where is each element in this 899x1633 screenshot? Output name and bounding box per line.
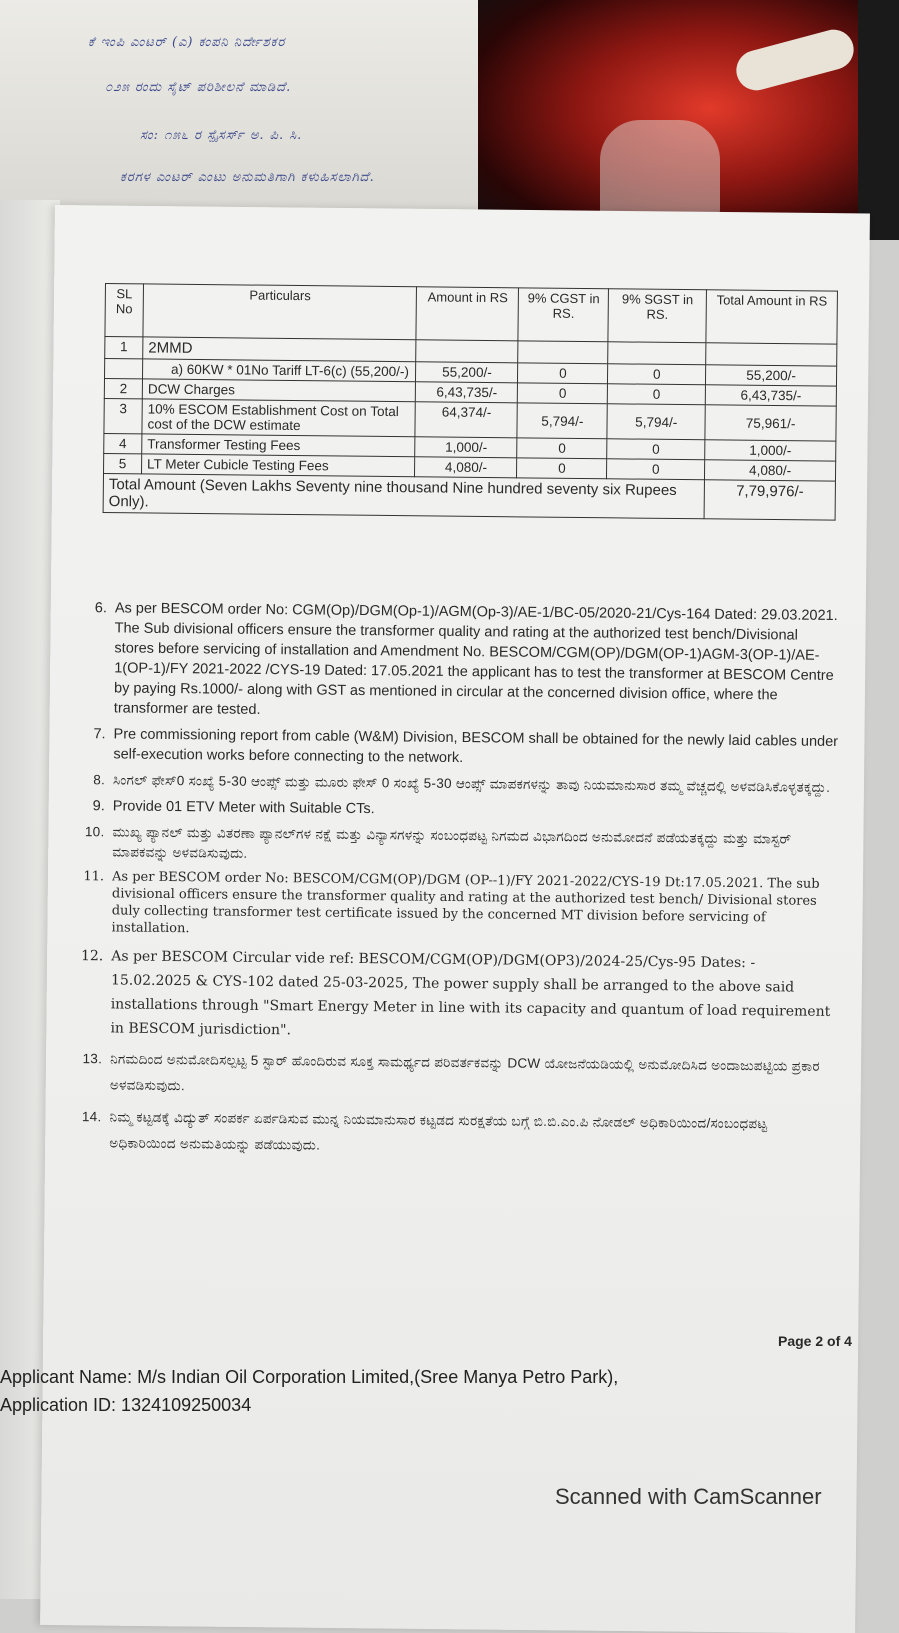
cell-sl: 2 bbox=[104, 379, 142, 399]
application-id: Application ID: 1324109250034 bbox=[0, 1395, 252, 1415]
clause-8 bbox=[73, 770, 838, 798]
cell-sgst: 0 bbox=[607, 439, 705, 460]
cell-sgst: 0 bbox=[608, 384, 706, 405]
clause-text: Pre commissioning report from cable (W&M) Division, BESCOM shall be obtained for the newly laid cables under self-execution works before connecting to the network. bbox=[113, 726, 839, 767]
poster-side-strip bbox=[858, 0, 899, 240]
clause-number: 12. bbox=[80, 948, 104, 965]
cell-amount: 55,200/- bbox=[416, 362, 518, 383]
cell-cgst bbox=[518, 341, 608, 364]
background-note-paper bbox=[0, 0, 480, 220]
clause-number: 9. bbox=[92, 798, 105, 815]
cell-amount: 1,000/- bbox=[415, 437, 517, 458]
clause-text: ಸಿಂಗಲ್ ಫೇಸ್0 ಸಂಖ್ಯೆ 5-30 ಆಂಪ್ಸ್ ಮತ್ತು ಮೂರು ಫೇಸ್ 0 ಸಂಖ್ಯೆ 5-30 ಆಂಪ್ಸ್ ಮಾಪಕಗಳನ್ನು ತಾವು ನಿಯಮಾನುಸಾರ ತಮ್ಮ ವೆಚ್ಚದಲ್ಲಿ ಅಳವಡಿಸಿಕೊಳ್ಳತಕ್ಕದ್ದು. bbox=[113, 772, 831, 795]
clause-7 bbox=[73, 724, 838, 772]
clause-number: 14. bbox=[81, 1109, 102, 1125]
fee-table bbox=[103, 283, 838, 521]
cell-particulars: LT Meter Cubicle Testing Fees bbox=[141, 454, 415, 477]
clause-text: As per BESCOM order No: BESCOM/CGM(OP)/DGM (OP--1)/FY 2021-2022/CYS-19 Dt:17.05.2021. The sub divisional officers ensure the transformer quality and rating at the authorized test bench/ Divisional stores duly collecting transformer test certificate issued by the concerned MT division before servicing of installation. bbox=[111, 869, 820, 937]
cell-cgst: 0 bbox=[518, 363, 608, 384]
header-sl: SL No bbox=[105, 284, 144, 337]
clause-13 bbox=[70, 1046, 836, 1106]
cell-cgst: 0 bbox=[517, 438, 607, 459]
clause-text: Provide 01 ETV Meter with Suitable CTs. bbox=[112, 798, 375, 818]
cell-sgst: 0 bbox=[607, 459, 705, 480]
cell-particulars: a) 60KW * 01No Tariff LT-6(c) (55,200/-) bbox=[142, 359, 416, 382]
cell-sl: 1 bbox=[105, 337, 143, 359]
header-total: Total Amount in RS bbox=[706, 290, 837, 344]
total-amount-label: Total Amount (Seven Lakhs Seventy nine thousand Nine hundred seventy six Rupees Only). bbox=[103, 473, 704, 518]
header-cgst: 9% CGST in RS. bbox=[518, 288, 608, 342]
header-sgst: 9% SGST in RS. bbox=[608, 289, 706, 343]
page-number: Page 2 of 4 bbox=[778, 1333, 852, 1349]
handwritten-line-4: ಕರಗಳ ಎಂಟರ್ ಎಂಟು ಅನುಮತಿಗಾಗಿ ಕಳುಹಿಸಲಾಗಿದೆ. bbox=[120, 170, 375, 185]
cell-total: 1,000/- bbox=[705, 440, 836, 461]
cell-cgst: 5,794/- bbox=[517, 403, 607, 439]
fee-table-header-row bbox=[105, 284, 838, 345]
applicant-info bbox=[0, 1363, 618, 1419]
cell-particulars: Transformer Testing Fees bbox=[142, 434, 416, 457]
cell-total: 75,961/- bbox=[705, 405, 836, 441]
cell-particulars: 2MMD bbox=[143, 337, 417, 362]
clause-number: 11. bbox=[83, 869, 105, 885]
header-particulars: Particulars bbox=[143, 284, 417, 340]
conditions-list bbox=[69, 598, 840, 1170]
cell-amount bbox=[416, 340, 518, 363]
clause-number: 13. bbox=[82, 1051, 103, 1067]
total-row bbox=[103, 473, 835, 520]
cell-sl: 3 bbox=[104, 398, 142, 433]
applicant-name: Applicant Name: M/s Indian Oil Corporation Limited,(Sree Manya Petro Park), bbox=[0, 1367, 619, 1387]
cell-cgst: 0 bbox=[518, 383, 608, 404]
camscanner-watermark: Scanned with CamScanner bbox=[555, 1484, 822, 1509]
clause-6 bbox=[74, 598, 840, 726]
clause-number: 8. bbox=[93, 772, 106, 788]
cell-total: 55,200/- bbox=[706, 365, 837, 386]
clause-12 bbox=[70, 944, 836, 1048]
cell-total: 4,080/- bbox=[705, 460, 836, 481]
header-amount: Amount in RS bbox=[416, 287, 518, 341]
clause-number: 7. bbox=[93, 726, 106, 743]
clause-10 bbox=[72, 822, 837, 870]
handwritten-line-3: ಸಂ: ೧೫೬ ರ ಸ್ಪೈಸರ್ಸ್ ಅ. ಪಿ. ಸಿ. bbox=[140, 128, 303, 143]
cell-sgst: 0 bbox=[608, 364, 706, 385]
cell-sl bbox=[104, 359, 142, 379]
poster-figure-image bbox=[600, 120, 720, 220]
cell-particulars: DCW Charges bbox=[142, 379, 416, 402]
clause-text: As per BESCOM Circular vide ref: BESCOM/CGM(OP)/DGM(OP3)/2024-25/Cys-95 Dates: - 15.02.2025 & CYS-102 dated 25-03-2025, The power supply shall be arranged to the above said installations through "Smart Energy Meter in line with its capacity and quantum of load requirement in BESCOM jurisdiction". bbox=[110, 948, 831, 1039]
clause-14 bbox=[69, 1104, 835, 1164]
cell-sgst: 5,794/- bbox=[607, 404, 705, 440]
cell-sgst bbox=[608, 342, 706, 365]
clause-number: 10. bbox=[84, 824, 105, 840]
handwritten-line-2: ೦೨೫ ರಂದು ಸೈಟ್ ಪರಿಶೀಲನೆ ಮಾಡಿದೆ. bbox=[105, 80, 292, 95]
handwritten-line-1: ಕೆ ಇಂಪಿ ಎಂಟರ್ (ಎ) ಕಂಪನಿ ನಿರ್ದೇಶಕರ bbox=[88, 35, 286, 50]
cell-particulars: 10% ESCOM Establishment Cost on Total cost of the DCW estimate bbox=[142, 399, 416, 437]
cell-sl: 5 bbox=[104, 453, 142, 473]
cell-cgst: 0 bbox=[517, 458, 607, 479]
cell-amount: 6,43,735/- bbox=[416, 382, 518, 403]
cell-total bbox=[706, 343, 837, 366]
cell-amount: 4,080/- bbox=[415, 457, 517, 478]
cell-amount: 64,374/- bbox=[415, 402, 517, 438]
cell-sl: 4 bbox=[104, 433, 142, 453]
clause-text: ಮುಖ್ಯ ಪ್ಯಾನಲ್ ಮತ್ತು ವಿತರಣಾ ಪ್ಯಾನಲ್‌ಗಳ ನಕ್ಷೆ ಮತ್ತು ವಿನ್ಯಾಸಗಳನ್ನು ಸಂಬಂಧಪಟ್ಟ ನಿಗಮದ ವಿಭಾಗದಿಂದ ಅನುಮೋದನೆ ಪಡೆಯತಕ್ಕದ್ದು ಮತ್ತು ಮಾಸ್ಟರ್ ಮಾಪಕವನ್ನು ಅಳವಡಿಸುವುದು. bbox=[112, 824, 792, 861]
clause-text: ನಿಗಮದಿಂದ ಅನುಮೋದಿಸಲ್ಪಟ್ಟ 5 ಸ್ಟಾರ್ ಹೊಂದಿರುವ ಸೂಕ್ತ ಸಾಮರ್ಥ್ಯದ ಪರಿವರ್ತಕವನ್ನು DCW ಯೋಜನೆಯಡಿಯಲ್ಲಿ ಅನುಮೋದಿಸಿದ ಅಂದಾಜುಪಟ್ಟಿಯ ಪ್ರಕಾರ ಅಳವಡಿಸುವುದು. bbox=[109, 1051, 820, 1094]
cell-total: 6,43,735/- bbox=[705, 385, 836, 406]
clause-11 bbox=[71, 868, 837, 944]
total-amount-value: 7,79,976/- bbox=[704, 480, 835, 520]
clause-9 bbox=[73, 796, 838, 824]
clause-number: 6. bbox=[94, 600, 107, 617]
clause-text: ನಿಮ್ಮ ಕಟ್ಟಡಕ್ಕೆ ವಿದ್ಯುತ್ ಸಂಪರ್ಕ ಏರ್ಪಡಿಸುವ ಮುನ್ನ ನಿಯಮಾನುಸಾರ ಕಟ್ಟಡದ ಸುರಕ್ಷತೆಯ ಬಗ್ಗೆ ಬಿ.ಬಿ.ಎಂ.ಪಿ ನೋಡಲ್ ಅಧಿಕಾರಿಯಿಂದ/ಸಂಬಂಧಪಟ್ಟ ಅಧಿಕಾರಿಯಿಂದ ಅನುಮತಿಯನ್ನು ಪಡೆಯುವುದು. bbox=[109, 1109, 768, 1153]
clause-text: As per BESCOM order No: CGM(Op)/DGM(Op-1)/AGM(Op-3)/AE-1/BC-05/2020-21/Cys-164 Dated: 29.03.2021. The Sub divisional officers ensure the transformer quality and rating at the authorized test bench/Divisional stores before servicing of installation and Amendment No. BESCOM/CGM(OP)/DGM(OP-1)AGM-3(OP-1)/AE-1(OP-1)/FY 2021-2022 /CYS-19 Dated: 17.05.2021 the applicant has to test the transformer at BESCOM Centre by paying Rs.1000/- along with GST as mentioned in circular at the concerned division office, where the transformer are tested. bbox=[113, 600, 838, 718]
